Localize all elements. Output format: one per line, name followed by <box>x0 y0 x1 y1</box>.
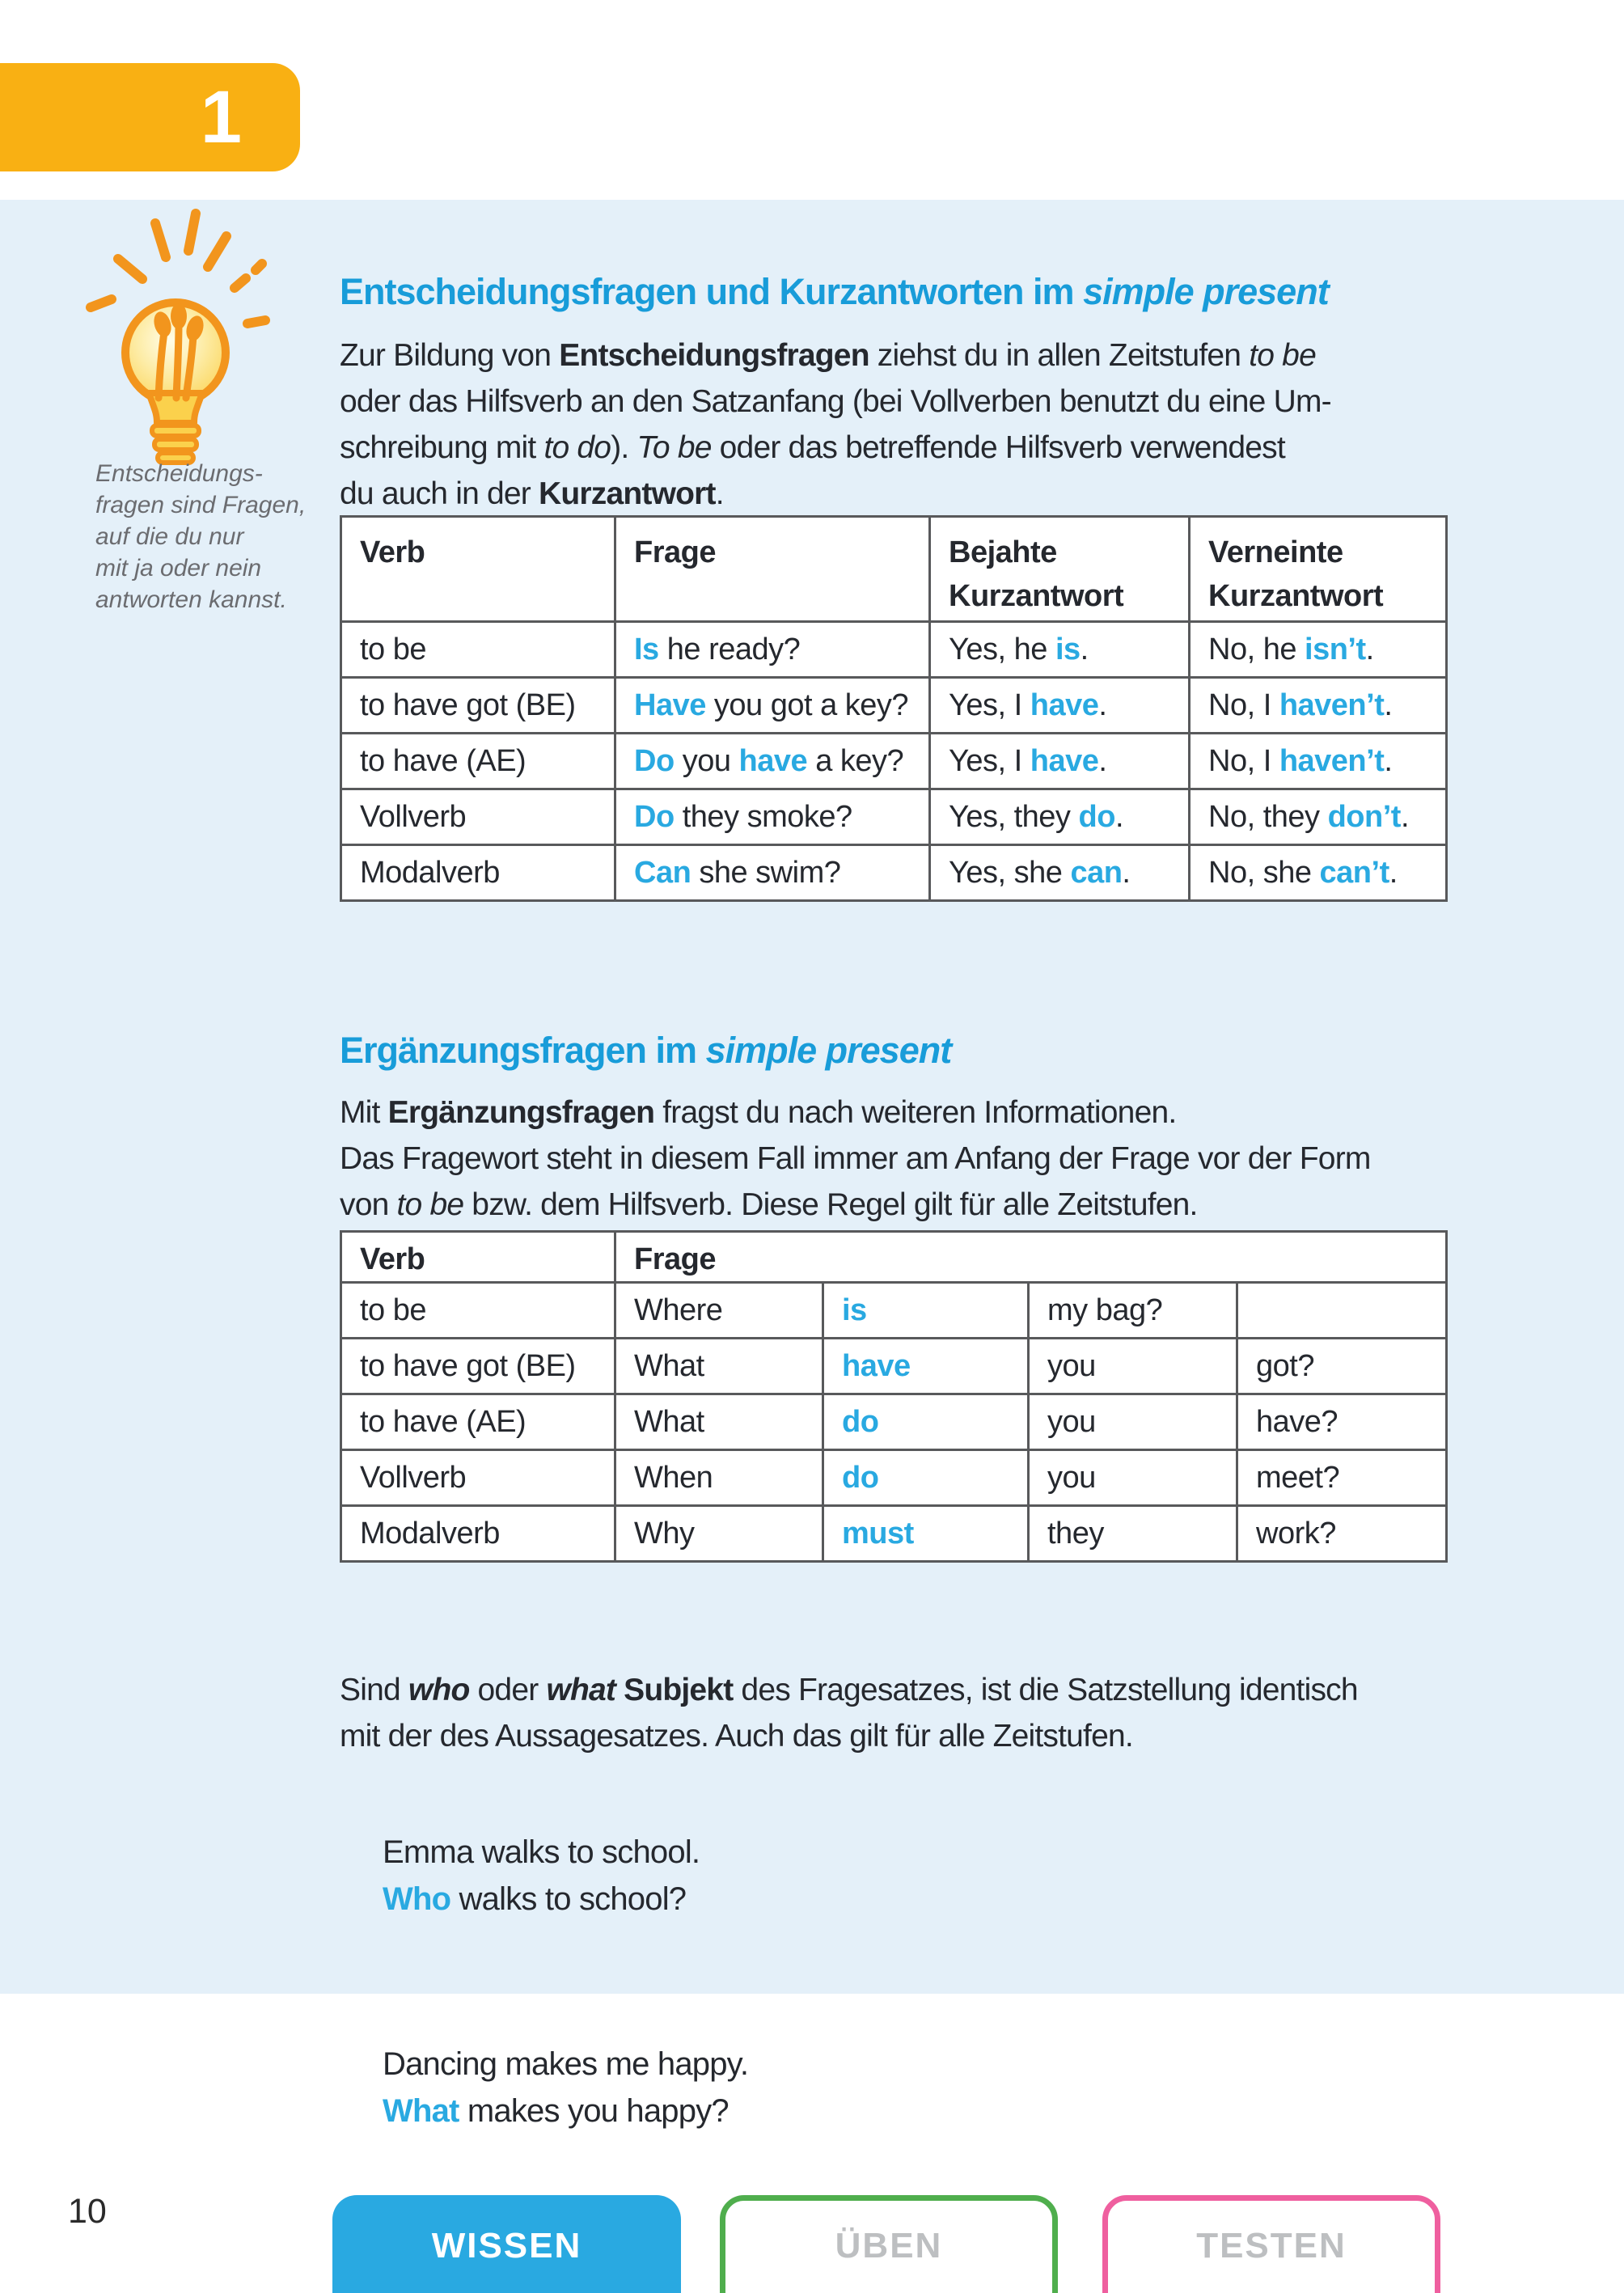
table-row <box>341 622 1447 678</box>
short-answers-table <box>340 515 1448 902</box>
table-cell <box>341 678 615 734</box>
text-segment: What <box>634 1404 704 1439</box>
text-segment: Dancing makes me happy. <box>383 2046 749 2082</box>
text-segment: Subjekt <box>624 1673 734 1707</box>
question-words-table <box>340 1230 1448 1563</box>
table-cell <box>615 789 930 845</box>
text-segment: Who <box>383 1881 451 1917</box>
text-segment: Vollverb <box>360 799 467 834</box>
text-segment: Ergänzungsfragen <box>387 1095 655 1130</box>
text-segment: you <box>674 743 739 778</box>
text-segment: Can <box>634 855 691 890</box>
table-cell <box>341 734 615 789</box>
text-segment: Kurzantwort <box>539 476 716 511</box>
lightbulb-icon <box>74 201 281 472</box>
text-segment: Mit <box>340 1095 388 1130</box>
text-segment: . <box>1384 687 1393 722</box>
text-segment: walks to school? <box>450 1881 687 1917</box>
table-cell <box>615 678 930 734</box>
text-segment: ). <box>611 430 637 465</box>
text-segment: a key? <box>807 743 904 778</box>
text-segment: to have (AE) <box>360 743 527 778</box>
table-cell <box>615 1506 823 1562</box>
text-segment: haven’t <box>1279 687 1385 722</box>
tab-ueben-label: ÜBEN <box>835 2226 943 2266</box>
text-segment: have <box>1030 687 1099 722</box>
text-segment: you got a key? <box>705 687 909 722</box>
table-cell <box>1190 845 1447 901</box>
text-segment: Yes, I <box>949 687 1030 722</box>
text-segment: No, I <box>1208 743 1279 778</box>
table-cell <box>615 1283 823 1339</box>
text-segment: bzw. dem Hilfsverb. Diese Regel gilt für alle Zeitstufen. <box>463 1187 1198 1222</box>
text-segment: When <box>634 1460 713 1495</box>
table-row <box>341 678 1447 734</box>
margin-note <box>95 458 354 616</box>
text-segment: . <box>1365 632 1374 666</box>
table-cell <box>615 734 930 789</box>
example-sentences <box>383 1735 748 2253</box>
column-header: Frage <box>615 1232 1447 1283</box>
table-cell <box>1029 1339 1237 1394</box>
text-segment: Sind <box>340 1673 408 1707</box>
text-segment: Zur Bildung von <box>340 338 560 373</box>
text-segment: oder das Hilfsverb an den Satzanfang (bei Vollverben benutzt du eine Um- <box>340 384 1331 419</box>
text-segment: . <box>1122 855 1131 890</box>
tab-testen[interactable] <box>1102 2195 1440 2293</box>
column-header: Verneinte Kurzantwort <box>1190 517 1447 622</box>
table-cell <box>930 789 1190 845</box>
column-header: Verb <box>341 517 615 622</box>
tab-ueben[interactable] <box>720 2195 1058 2293</box>
text-segment: she swim? <box>691 855 841 890</box>
table-cell <box>823 1339 1029 1394</box>
table-cell <box>1029 1394 1237 1450</box>
text-segment: . <box>1389 855 1398 890</box>
text-segment: Yes, they <box>949 799 1079 834</box>
text-segment: what <box>546 1673 616 1707</box>
table-cell <box>1029 1506 1237 1562</box>
table-cell <box>1029 1283 1237 1339</box>
table-cell <box>1190 678 1447 734</box>
text-segment: Where <box>634 1292 723 1327</box>
table-cell <box>930 734 1190 789</box>
text-segment: must <box>842 1516 914 1551</box>
table-cell <box>615 1339 823 1394</box>
text-segment: Ergänzungsfragen im <box>340 1030 706 1072</box>
paragraph-wh-questions <box>340 1089 1371 1228</box>
text-segment: oder <box>469 1673 547 1707</box>
text-segment: Is <box>634 632 659 666</box>
text-segment: des Fragesatzes, ist die Satzstellung identisch <box>733 1673 1358 1707</box>
table-cell <box>930 678 1190 734</box>
table-cell <box>1237 1394 1447 1450</box>
section-heading-wh-questions <box>340 1030 951 1072</box>
table-cell <box>341 1394 615 1450</box>
tab-wissen[interactable] <box>332 2195 681 2293</box>
table-row <box>341 845 1447 901</box>
column-header: Frage <box>615 517 930 622</box>
table-cell <box>823 1394 1029 1450</box>
text-segment: do <box>1078 799 1115 834</box>
table-cell <box>341 1283 615 1339</box>
table-cell <box>1237 1283 1447 1339</box>
table-cell <box>930 845 1190 901</box>
text-segment: . <box>715 476 724 511</box>
text-segment: to be <box>360 632 427 666</box>
text-segment: . <box>1400 799 1409 834</box>
text-segment: ziehst du in allen Zeitstufen <box>869 338 1250 373</box>
text-segment: Modalverb <box>360 855 500 890</box>
table-cell <box>1190 734 1447 789</box>
table-row <box>341 789 1447 845</box>
text-segment: haven’t <box>1279 743 1385 778</box>
text-segment: Yes, he <box>949 632 1055 666</box>
text-segment: is <box>842 1292 867 1327</box>
text-segment: What <box>383 2093 459 2129</box>
table-header-row <box>341 517 1447 622</box>
text-segment: Do <box>634 799 675 834</box>
text-segment: you <box>1047 1460 1096 1495</box>
table-cell <box>1237 1506 1447 1562</box>
text-segment: To be <box>636 430 712 465</box>
text-segment: Emma walks to school. <box>383 1834 700 1870</box>
text-segment: No, she <box>1208 855 1320 890</box>
text-segment: you <box>1047 1404 1096 1439</box>
text-segment: have <box>738 743 808 778</box>
table-cell <box>930 622 1190 678</box>
table-cell <box>341 622 615 678</box>
text-segment: fragst du nach weiteren Informationen. <box>654 1095 1177 1130</box>
table-cell <box>1237 1339 1447 1394</box>
table-cell <box>1237 1450 1447 1506</box>
column-header: Verb <box>341 1232 615 1283</box>
text-segment: to be <box>360 1292 427 1327</box>
text-segment: mit ja oder nein <box>95 555 262 582</box>
text-segment: Yes, I <box>949 743 1030 778</box>
table-cell <box>615 622 930 678</box>
table-cell <box>823 1283 1029 1339</box>
text-segment: have? <box>1256 1404 1339 1439</box>
text-segment: oder das betreffende Hilfsverb verwendest <box>711 430 1285 465</box>
table-cell <box>341 845 615 901</box>
text-segment: Entscheidungsfragen und Kurzantworten im <box>340 271 1084 313</box>
text-segment: do <box>842 1404 879 1439</box>
unit-number: 1 <box>200 76 242 159</box>
text-segment: they <box>1047 1516 1104 1551</box>
text-segment: he ready? <box>658 632 801 666</box>
text-segment: What <box>634 1348 704 1383</box>
table-cell <box>341 1450 615 1506</box>
page-number: 10 <box>68 2192 107 2231</box>
text-segment: to be <box>396 1187 464 1222</box>
table-cell <box>823 1506 1029 1562</box>
table-cell <box>1190 789 1447 845</box>
table-cell <box>615 845 930 901</box>
text-segment: isn’t <box>1305 632 1366 666</box>
text-segment: have <box>842 1348 911 1383</box>
text-segment: No, I <box>1208 687 1279 722</box>
text-segment: schreibung mit <box>340 430 544 465</box>
text-segment: Entscheidungsfragen <box>559 338 869 373</box>
table-row <box>341 1339 1447 1394</box>
text-segment: Modalverb <box>360 1516 500 1551</box>
text-segment: can <box>1070 855 1123 890</box>
text-segment: No, he <box>1208 632 1305 666</box>
text-segment: Why <box>634 1516 695 1551</box>
table-cell <box>341 1506 615 1562</box>
tab-testen-label: TESTEN <box>1196 2226 1347 2266</box>
text-segment: to have got (BE) <box>360 1348 576 1383</box>
text-segment: du auch in der <box>340 476 539 511</box>
table-row <box>341 1394 1447 1450</box>
text-segment: simple present <box>705 1030 952 1072</box>
text-segment: . <box>1114 799 1123 834</box>
text-segment: Yes, she <box>949 855 1071 890</box>
text-segment: von <box>340 1187 397 1222</box>
text-segment: simple present <box>1083 271 1329 313</box>
example-group-what <box>383 2041 748 2134</box>
table-header-row <box>341 1232 1447 1283</box>
text-segment: they smoke? <box>674 799 852 834</box>
text-segment: . <box>1098 743 1107 778</box>
table-cell <box>1190 622 1447 678</box>
table-row <box>341 1450 1447 1506</box>
text-segment: to be <box>1249 338 1316 373</box>
tab-wissen-label: WISSEN <box>431 2226 582 2266</box>
table-cell <box>1029 1450 1237 1506</box>
text-segment: to do <box>543 430 611 465</box>
paragraph-decision-questions <box>340 332 1331 517</box>
text-segment: antworten kannst. <box>95 586 287 613</box>
example-group-who <box>383 1829 748 1923</box>
text-segment: . <box>1384 743 1393 778</box>
text-segment: work? <box>1256 1516 1336 1551</box>
text-segment: mit der des Aussagesatzes. Auch das gilt für alle Zeitstufen. <box>340 1719 1133 1754</box>
table-cell <box>615 1394 823 1450</box>
text-segment: No, they <box>1208 799 1328 834</box>
text-segment: my bag? <box>1047 1292 1163 1327</box>
text-segment: have <box>1030 743 1099 778</box>
table-cell <box>615 1450 823 1506</box>
section-heading-decision-questions <box>340 271 1329 313</box>
text-segment: meet? <box>1256 1460 1340 1495</box>
text-segment: got? <box>1256 1348 1314 1383</box>
text-segment: auf die du nur <box>95 523 244 550</box>
text-segment: Das Fragewort steht in diesem Fall immer am Anfang der Frage vor der Form <box>340 1141 1371 1176</box>
text-segment: Entscheidungs- <box>95 460 263 487</box>
text-segment: you <box>1047 1348 1096 1383</box>
text-segment: is <box>1055 632 1081 666</box>
text-segment: can’t <box>1319 855 1389 890</box>
text-segment <box>615 1673 624 1707</box>
table-cell <box>823 1450 1029 1506</box>
table-cell <box>341 1339 615 1394</box>
text-segment: . <box>1098 687 1107 722</box>
text-segment: Do <box>634 743 675 778</box>
text-segment: don’t <box>1327 799 1401 834</box>
table-row <box>341 1283 1447 1339</box>
table-row <box>341 734 1447 789</box>
text-segment: Have <box>634 687 706 722</box>
text-segment: to have got (BE) <box>360 687 576 722</box>
column-header: Bejahte Kurzantwort <box>930 517 1190 622</box>
text-segment: to have (AE) <box>360 1404 527 1439</box>
text-segment: makes you happy? <box>459 2093 729 2129</box>
text-segment: who <box>408 1673 470 1707</box>
table-row <box>341 1506 1447 1562</box>
unit-number-tab <box>0 63 300 171</box>
text-segment: fragen sind Fragen, <box>95 492 307 518</box>
text-segment: do <box>842 1460 879 1495</box>
table-cell <box>341 789 615 845</box>
text-segment: Vollverb <box>360 1460 467 1495</box>
text-segment: . <box>1080 632 1089 666</box>
